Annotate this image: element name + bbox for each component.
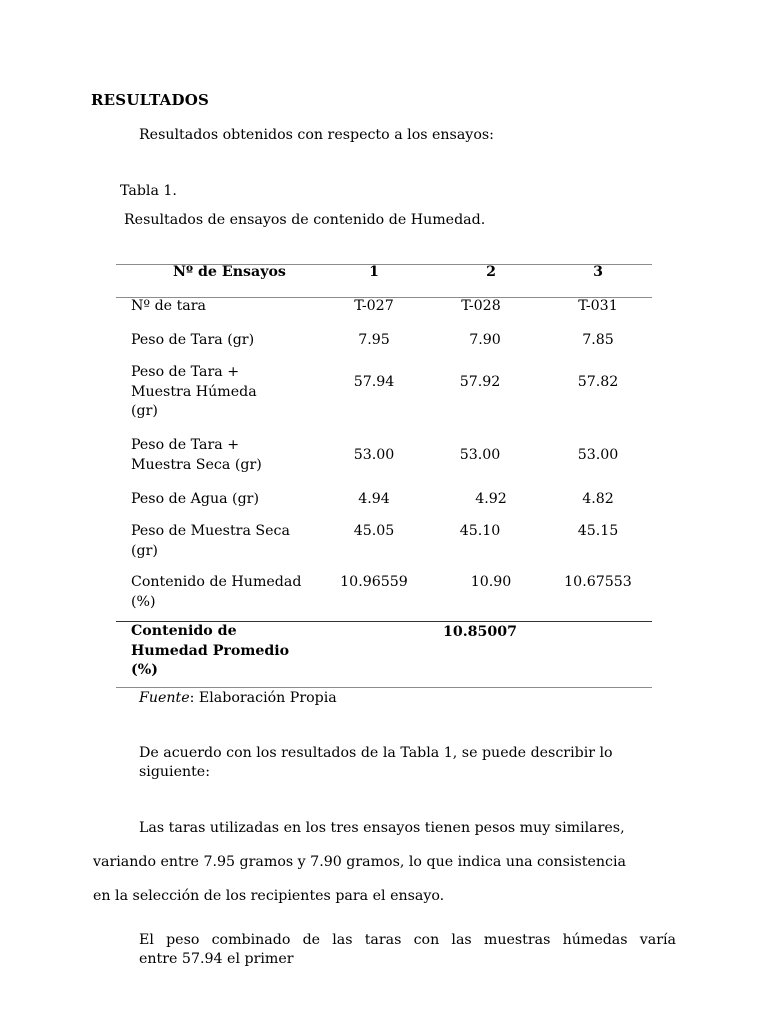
intro-text: Resultados obtenidos con respecto a los ensayos: bbox=[139, 127, 494, 143]
row-label-line: Peso de Tara + bbox=[131, 437, 240, 453]
cell: 53.00 bbox=[353, 447, 395, 463]
row-label: Peso de Tara (gr) bbox=[131, 332, 255, 348]
row-label bbox=[131, 522, 331, 561]
header-label: Nº de Ensayos bbox=[173, 264, 286, 280]
row-label-line: Muestra Seca (gr) bbox=[131, 456, 262, 473]
cell: 45.10 bbox=[459, 523, 501, 539]
paragraph-1 bbox=[139, 744, 613, 782]
row-label bbox=[131, 436, 331, 475]
cell: 4.94 bbox=[358, 491, 390, 507]
row-label-line: Muestra Húmeda bbox=[131, 383, 257, 400]
cell: 57.92 bbox=[459, 374, 501, 390]
row-label-line: (gr) bbox=[131, 403, 158, 419]
cell: 10.96559 bbox=[340, 574, 408, 590]
cell: T-027 bbox=[354, 298, 394, 314]
row-label-line: Contenido de Humedad bbox=[131, 574, 302, 590]
header-col-3: 3 bbox=[593, 264, 603, 280]
cell: 7.95 bbox=[358, 332, 390, 348]
table-caption: Resultados de ensayos de contenido de Humedad. bbox=[124, 212, 486, 228]
table-number: Tabla 1. bbox=[120, 183, 177, 199]
summary-label-line: (%) bbox=[131, 662, 158, 678]
row-label: Peso de Agua (gr) bbox=[131, 491, 259, 507]
paragraph-2-line-2: variando entre 7.95 gramos y 7.90 gramos, lo que indica una consistencia bbox=[93, 854, 626, 870]
summary-label-line: Humedad Promedio bbox=[131, 642, 290, 659]
paragraph-2-line-3: en la selección de los recipientes para el ensayo. bbox=[93, 888, 445, 904]
section-heading: RESULTADOS bbox=[91, 91, 210, 109]
row-label-line: (%) bbox=[131, 593, 156, 610]
summary-label-line: Contenido de bbox=[131, 623, 237, 639]
cell: 10.90 bbox=[470, 574, 512, 590]
source-italic: Fuente bbox=[139, 690, 190, 706]
row-label-line: (gr) bbox=[131, 542, 158, 559]
paragraph-2-line-1: Las taras utilizadas en los tres ensayos tienen pesos muy similares, bbox=[139, 820, 625, 836]
header-col-2: 2 bbox=[486, 264, 496, 280]
row-label bbox=[131, 573, 341, 612]
cell: 7.90 bbox=[469, 332, 501, 348]
header-col-1: 1 bbox=[369, 264, 379, 280]
cell: 57.94 bbox=[353, 374, 395, 390]
paragraph-3-line-2: entre 57.94 el primer bbox=[139, 951, 294, 967]
row-label-line: Peso de Tara + bbox=[131, 364, 240, 380]
cell: 4.82 bbox=[582, 491, 614, 507]
table-source bbox=[139, 688, 337, 708]
cell: 45.15 bbox=[577, 523, 619, 539]
cell: 57.82 bbox=[577, 374, 619, 390]
cell: 53.00 bbox=[577, 447, 619, 463]
cell: 45.05 bbox=[353, 523, 395, 539]
cell: T-028 bbox=[461, 298, 501, 314]
cell: 7.85 bbox=[582, 332, 614, 348]
cell: 4.92 bbox=[475, 491, 507, 507]
row-label-line: Peso de Muestra Seca bbox=[131, 523, 290, 539]
source-text: : Elaboración Propia bbox=[189, 690, 337, 706]
row-label bbox=[131, 363, 331, 422]
summary-value: 10.85007 bbox=[442, 624, 518, 640]
paragraph-line: siguiente: bbox=[139, 764, 210, 780]
cell: 53.00 bbox=[459, 447, 501, 463]
cell: T-031 bbox=[578, 298, 618, 314]
summary-label bbox=[131, 622, 331, 681]
paragraph-line: De acuerdo con los resultados de la Tabla 1, se puede describir lo bbox=[139, 745, 613, 761]
cell: 10.67553 bbox=[564, 574, 632, 590]
row-label: Nº de tara bbox=[131, 298, 206, 314]
paragraph-3-line-1: El peso combinado de las taras con las muestras húmedas varía bbox=[139, 932, 676, 948]
